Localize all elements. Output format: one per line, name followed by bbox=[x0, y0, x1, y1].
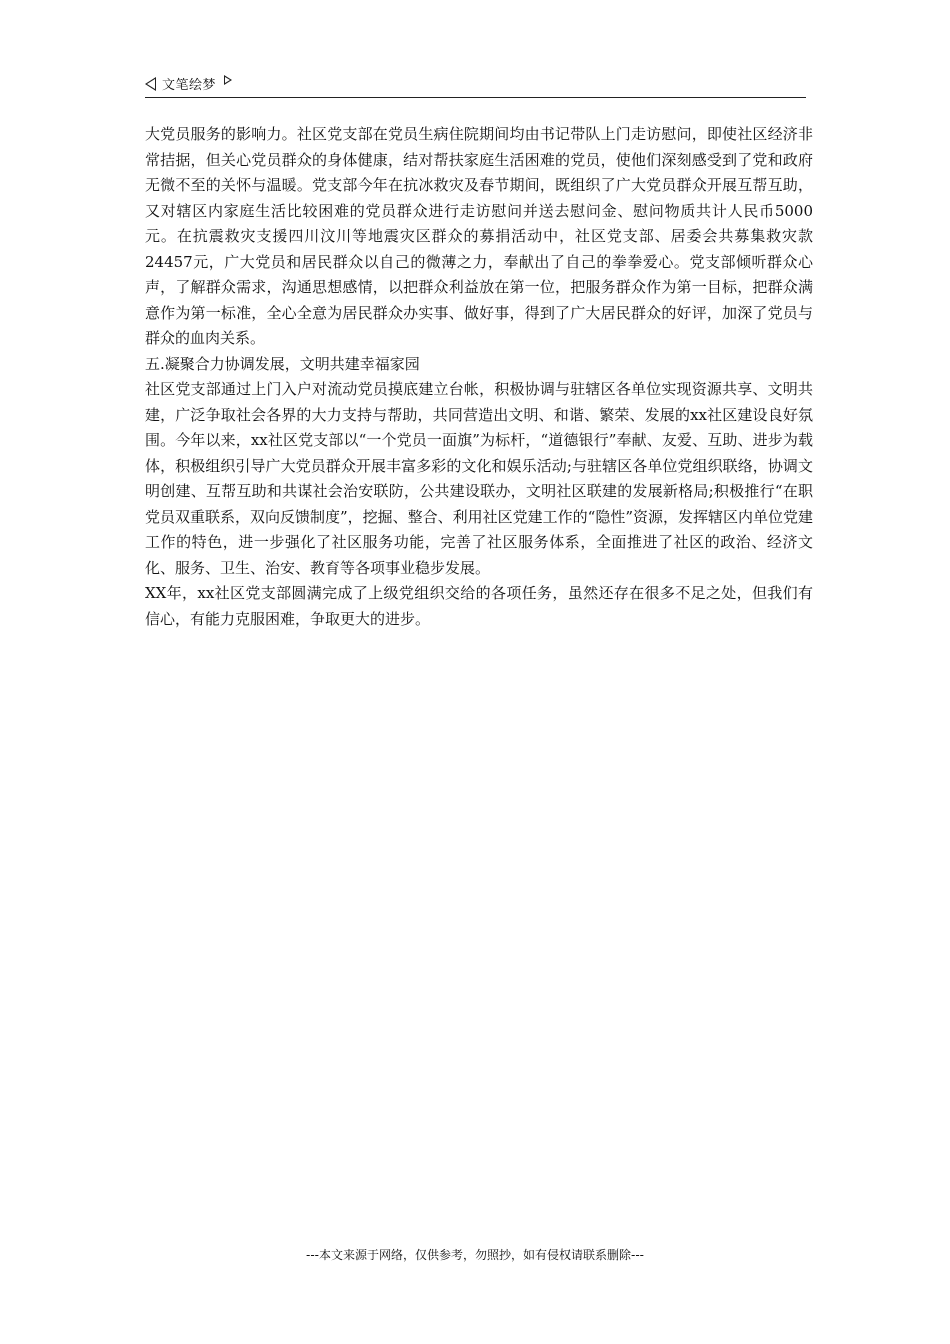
document-body bbox=[145, 122, 813, 632]
paragraph-party-service: 大党员服务的影响力。社区党支部在党员生病住院期间均由书记带队上门走访慰问，即使社区经济非常拮据，但关心党员群众的身体健康，结对帮扶家庭生活困难的党员，使他们深刻感受到了党和政府无微不至的关怀与温暖。党支部今年在抗冰救灾及春节期间，既组织了广大党员群众开展互帮互助，又对辖区内家庭生活比较困难的党员群众进行走访慰问并送去慰问金、慰问物质共计人民币5000元。在抗震救灾支援四川汶川等地震灾区群众的募捐活动中，社区党支部、居委会共募集救灾款24457元，广大党员和居民群众以自己的微薄之力，奉献出了自己的拳拳爱心。党支部倾听群众心声，了解群众需求，沟通思想感情，以把群众利益放在第一位，把服务群众作为第一目标，把群众满意作为第一标准，全心全意为居民群众办实事、做好事，得到了广大居民群众的好评，加深了党员与群众的血肉关系。 bbox=[145, 125, 813, 347]
paragraph-conclusion: XX年，xx社区党支部圆满完成了上级党组织交给的各项任务，虽然还存在很多不足之处，但我们有信心，有能力克服困难，争取更大的进步。 bbox=[145, 584, 813, 628]
footer-notice: ---本文来源于网络，仅供参考，勿照抄，如有侵权请联系删除--- bbox=[306, 1248, 644, 1262]
triangle-right-outline-icon bbox=[224, 75, 232, 85]
paragraph-community-building: 社区党支部通过上门入户对流动党员摸底建立台帐，积极协调与驻辖区各单位实现资源共享、文明共建，广泛争取社会各界的大力支持与帮助，共同营造出文明、和谐、繁荣、发展的xx社区建设良好氛围。今年以来，xx社区党支部以“一个党员一面旗”为标杆，“道德银行”奉献、友爱、互助、进步为载体，积极组织引导广大党员群众开展丰富多彩的文化和娱乐活动;与驻辖区各单位党组织联络，协调文明创建、互帮互助和共谋社会治安联防，公共建设联办，文明社区联建的发展新格局;积极推行“在职党员双重联系，双向反馈制度”，挖掘、整合、利用社区党建工作的“隐性”资源，发挥辖区内单位党建工作的特色，进一步强化了社区服务功能，完善了社区服务体系，全面推进了社区的政治、经济文化、服务、卫生、治安、教育等各项事业稳步发展。 bbox=[145, 380, 814, 577]
brand-title: 文笔绘梦 bbox=[162, 78, 217, 93]
page-header bbox=[145, 72, 806, 98]
section-heading-five: 五.凝聚合力协调发展，文明共建幸福家园 bbox=[145, 354, 420, 373]
triangle-left-outline-icon bbox=[145, 77, 156, 91]
